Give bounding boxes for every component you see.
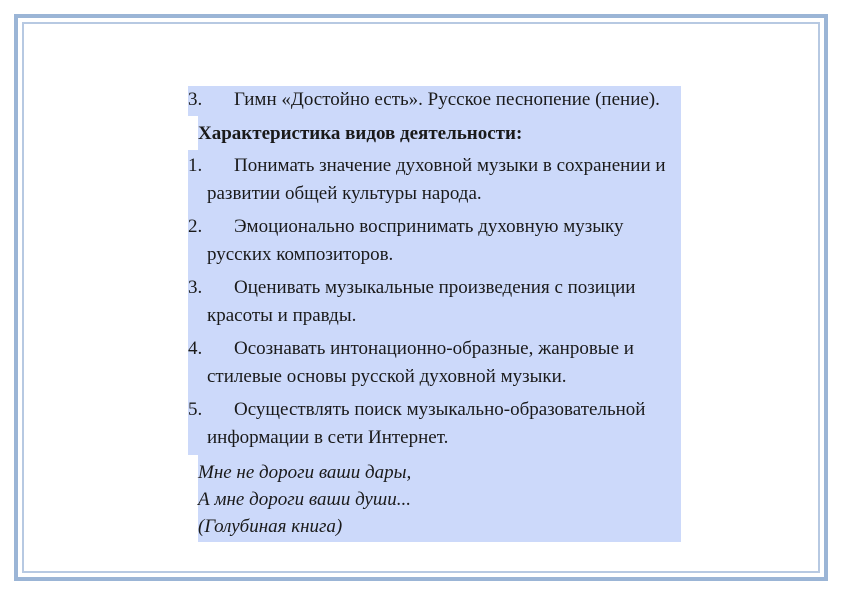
list-item-3	[188, 272, 681, 333]
list-item-text: Гимн «Достойно есть». Русское песнопение (пение).	[234, 89, 660, 110]
list-item-text: Оценивать музыкальные произведения с позиции красоты и правды.	[207, 276, 636, 326]
list-item-text: Понимать значение духовной музыки в сохранении и развитии общей культуры народа.	[207, 154, 666, 204]
list-item-text: Осуществлять поиск музыкально-образовательной информации в сети Интернет.	[207, 398, 646, 448]
epigraph-quote	[198, 455, 681, 542]
list-item-1	[188, 150, 681, 211]
list-item-number: 5.	[188, 398, 203, 420]
section-heading: Характеристика видов деятельности:	[198, 116, 681, 150]
list-item-first	[188, 86, 681, 116]
list-item-number: 1.	[188, 154, 203, 176]
quote-source: (Голубиная книга)	[198, 515, 343, 537]
list-item-number: 3.	[188, 89, 203, 110]
list-item-number: 4.	[188, 337, 203, 359]
list-item-text: Осознавать интонационно-образные, жанровые и стилевые основы русской духовной музыки.	[207, 337, 634, 387]
slide-text-block	[188, 86, 681, 542]
quote-line-1: Мне не дороги ваши дары,	[198, 461, 412, 483]
list-item-number: 2.	[188, 215, 203, 237]
quote-line-2: А мне дороги ваши души...	[198, 488, 411, 510]
list-item-2	[188, 211, 681, 272]
list-item-5	[188, 394, 681, 455]
list-item-4	[188, 333, 681, 394]
list-item-number: 3.	[188, 276, 203, 298]
list-item-text: Эмоционально воспринимать духовную музыку русских композиторов.	[207, 215, 624, 265]
